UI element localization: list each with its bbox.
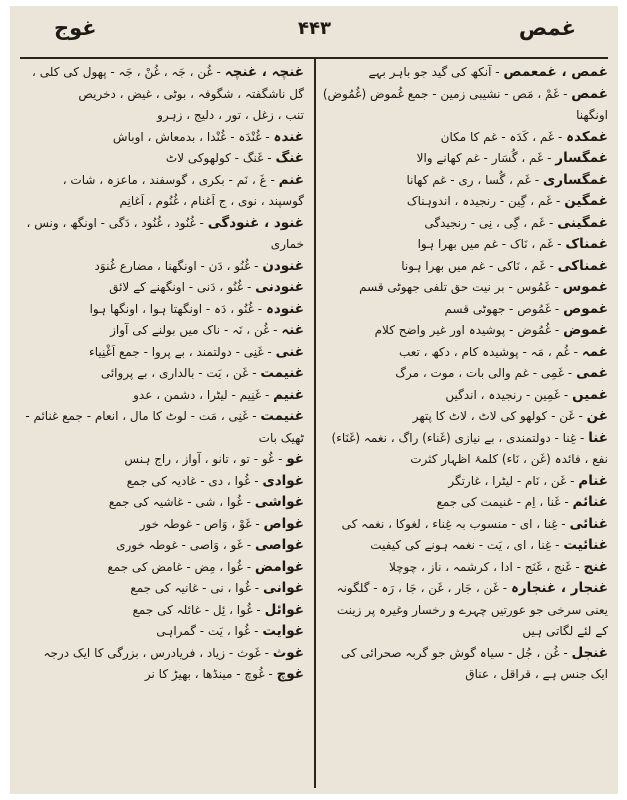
entry-headword: غوث [272, 644, 304, 661]
entry-headword: غواشی [254, 494, 304, 510]
right-column [320, 62, 610, 786]
entry-definition: - غِنا ، ای ، یَت - نغمہ ہونے کی کیفیت [370, 538, 560, 552]
entry-headword: غمہ [581, 343, 608, 360]
dictionary-entry [22, 299, 306, 321]
dictionary-entry [320, 320, 610, 342]
dictionary-entry [320, 148, 610, 170]
entry-definition: - غُنُو ، دَن - اونگھنا ، مضارع غُنوَد [94, 258, 259, 273]
entry-headword: غوامض [254, 558, 304, 575]
entry-definition: - غَنا ، اِم - غنیمت کی جمع [436, 495, 569, 509]
entry-definition: - غُوا ، شی - غاشیہ کی جمع [108, 495, 251, 509]
entry-definition: - غَمُوص - جھوٹی قسم [444, 301, 560, 316]
dictionary-entry [320, 234, 610, 256]
entry-headword: غندہ [273, 128, 304, 145]
entry-definition: - غَوث - زیاد ، فریادرس ، بزرگی کا ایک درجہ [43, 645, 269, 660]
entry-definition: - غُن ، جُل - سیاہ گوش جو گربہ صحرائی کی ایک جنس ہے ، قراقل ، عناق [340, 645, 608, 681]
entry-definition: - غُوا ، یَت - گمراہی [156, 624, 259, 638]
entry-definition: - غَنگ - کولھوکی لاٹ [165, 151, 272, 165]
entry-headword: غنچہ ، غنچہ [224, 64, 304, 80]
entry-definition: - غُنُو ، دَنی - اونگھنے کے لائق [109, 280, 252, 294]
entry-definition: - غُمُوض - پوشیدہ اور غیر واضح کلام [374, 323, 560, 337]
entry-definition: - غَم ، گُسَار - غم کھانے والا [416, 151, 552, 165]
entry-definition: - غَمْ ، مَص - نشیبی زمین - جمع غُموض (غُمُوض) اونگھنا [322, 86, 608, 122]
entry-headword: غمی [576, 365, 608, 381]
entry-headword: غنیمت [260, 408, 304, 424]
entry-headword: غوائل [264, 601, 304, 618]
dictionary-entry [320, 277, 610, 299]
entry-headword: غمیں [572, 386, 608, 403]
entry-definition: - غَن - کولھو کی لاٹ ، لاٹ کا پتھر [412, 409, 583, 423]
entry-headword: غنود ، غنودگی [207, 214, 304, 231]
entry-headword: غنام [578, 472, 608, 489]
entry-headword: غوچ [276, 666, 304, 682]
entry-definition: - غَم ، گِی ، نِی - رنجیدگی [424, 215, 554, 230]
dictionary-entry [22, 406, 306, 449]
entry-headword: غمناک [565, 236, 608, 252]
entry-definition: - غَوْ ، وَاص - غوطہ خور [139, 516, 260, 531]
entry-headword: غمگینی [557, 214, 608, 231]
dictionary-entry [320, 84, 610, 127]
entry-definition: - غَ ، نَم - بکری ، گوسفند ، ماعزہ ، شات ، گوسپند ، نوی ، ج اَغنام ، غُنُوم ، اَغانِم [62, 172, 304, 208]
dictionary-entry [320, 428, 610, 471]
dictionary-entry [22, 148, 306, 170]
dictionary-entry [320, 213, 610, 235]
dictionary-entry [22, 62, 306, 105]
entry-definition: - غُن ، نَہ - ناک میں بولنے کی آواز [110, 323, 278, 337]
entry-headword: غمناکی [557, 257, 608, 274]
entry-definition: - غَن ، جَار ، غَن ، جَا ، رَہ - گلگونہ یعنی سرخی جو عورتیں چہرے و رخسار وغیرہ پر زینت کے لئے لگاتی ہیں [336, 581, 608, 638]
dictionary-entry [320, 557, 610, 579]
entry-headword: غنودنی [255, 279, 304, 295]
entry-headword: غموس [562, 279, 608, 295]
entry-definition: - غَنِی ، مَت - لوٹ کا مال ، انعام - جمع غنائم - ٹھیک بات [25, 409, 304, 445]
entry-definition: - غُوچ - مینڈھا ، بھیڑ کا نر [144, 667, 273, 681]
header-guide-word-end: غوج [54, 16, 97, 40]
entry-headword: غموض [563, 322, 608, 338]
entry-definition: - غُوا ، مِض - غامض کی جمع [107, 559, 252, 574]
left-column [22, 62, 306, 786]
entry-definition: - غَم ، کَدَہ - غم کا مکان [440, 129, 563, 144]
dictionary-entry [22, 535, 306, 557]
entry-definition: - غَم ، نَاک - غم میں بھرا ہوا [417, 237, 562, 251]
entry-headword: غمص [571, 85, 608, 102]
entry-headword: غنیمت [260, 365, 304, 381]
entry-definition: - غِنا ، ای - منسوب بہ غِناء ، لغوکا ، نغمہ کی [341, 516, 566, 531]
entry-headword: غنائیت [563, 537, 608, 553]
dictionary-entry [22, 471, 306, 493]
header-guide-word-start: غمص [518, 16, 576, 40]
dictionary-entry [320, 406, 610, 428]
dictionary-entry [22, 664, 306, 686]
dictionary-entry [22, 557, 306, 579]
entry-definition: - غَمِی - غم والی بات ، موت ، مرگ [395, 366, 573, 380]
dictionary-entry [320, 535, 610, 557]
dictionary-entry [320, 643, 610, 686]
entry-definition: - غُوا ، نی - غانیہ کی جمع [130, 581, 260, 595]
dictionary-entry [320, 385, 610, 407]
dictionary-entry [22, 492, 306, 514]
dictionary-entry [22, 256, 306, 278]
entry-definition: - غُنُو ، دَہ - اونگھتا ہوا ، اونگھا ہوا [89, 301, 263, 316]
dictionary-entry [320, 514, 610, 536]
entry-headword: غو [286, 451, 304, 467]
entry-definition: - غُوا ، دی - غادیہ کی جمع [126, 473, 259, 488]
dictionary-entry [22, 213, 306, 256]
entry-headword: غنیم [273, 386, 304, 403]
entry-headword: غنائی [569, 515, 608, 532]
page-header [10, 6, 618, 50]
entry-headword: غمکدہ [566, 128, 608, 145]
dictionary-entry [22, 621, 306, 643]
entry-definition: - غُن ، جَہ ، غُنْ ، جَہ - پھول کی کلی ، گل ناشگفتہ ، شگوفہ ، بوٹی ، غیض ، دخریص [32, 65, 304, 101]
dictionary-page [10, 6, 618, 794]
dictionary-entry [320, 170, 610, 192]
entry-definition: - غَنِیم - لیٹرا ، دشمن ، عدو [133, 387, 270, 402]
dictionary-entry [320, 492, 610, 514]
dictionary-entry [320, 363, 610, 385]
entry-definition: تنب ، زغل ، تور ، دلیج ، زہرو [157, 108, 304, 122]
entry-definition: - غِنا - دولتمندی ، بے نیازی (غَناء) راگ ، نغمہ (غَنَاء) نفع ، فائدہ (غَن ، نَاء) کلمۂ اظہار کثرت [331, 430, 608, 466]
entry-headword: غمگساری [542, 171, 608, 188]
entry-headword: غنہ [281, 322, 304, 338]
dictionary-entry [320, 471, 610, 493]
dictionary-entry [22, 578, 306, 600]
dictionary-entry [22, 342, 306, 364]
entry-headword: غواصی [254, 537, 304, 553]
dictionary-entry [320, 578, 610, 643]
entry-definition: - غَن ، یَت - بالداری ، بے پروائی [100, 366, 257, 380]
entry-definition: - غَو ، وَاصی - غوطہ خوری [116, 538, 252, 552]
dictionary-entry [22, 170, 306, 213]
dictionary-entry [22, 127, 306, 149]
dictionary-entry [22, 320, 306, 342]
dictionary-entry [320, 127, 610, 149]
entry-headword: غنگ [275, 150, 304, 166]
entry-definition: - غُو - تو ، تانو ، آواز ، راج ہنس [124, 452, 283, 466]
dictionary-entry [320, 256, 610, 278]
entry-headword: غوانی [262, 580, 304, 596]
dictionary-entry [22, 363, 306, 385]
entry-headword: غموص [563, 300, 608, 317]
dictionary-entry [22, 600, 306, 622]
entry-headword: غمگین [564, 193, 608, 209]
entry-headword: غنم [278, 171, 304, 188]
dictionary-entry [22, 385, 306, 407]
column-divider [314, 58, 316, 788]
entry-definition: - غُوا ، ئِل - غائلہ کی جمع [132, 602, 261, 617]
dictionary-entry [320, 299, 610, 321]
entry-definition: - غَم ، گُسا ، ری - غم کھانا [406, 172, 540, 187]
entry-headword: غنائم [572, 494, 608, 510]
entry-headword: غنجار ، غنجارہ [510, 580, 608, 596]
dictionary-entry [22, 643, 306, 665]
entry-headword: غنجل [571, 644, 608, 661]
entry-definition: - غَمُوس - بر نیت حق تلفی جھوٹی قسم [359, 280, 559, 294]
entry-definition: - غَنج ، غَنَج - ادا ، کرشمہ ، ناز ، چوچلا [388, 559, 580, 574]
entry-definition: - غُنُود ، غُنُود ، دَگی - اونگھ ، ونس ، خماری [26, 215, 304, 251]
dictionary-entry [22, 514, 306, 536]
dictionary-entry [22, 449, 306, 471]
dictionary-entry [320, 342, 610, 364]
entry-headword: غوایت [262, 623, 304, 639]
dictionary-entry [22, 105, 306, 127]
entry-headword: غنا [588, 429, 608, 446]
dictionary-entry [22, 277, 306, 299]
entry-headword: غمگسار [555, 150, 608, 166]
entry-definition: - غَن ، نَام - لیٹرا ، غارتگر [448, 473, 575, 488]
dictionary-entry [320, 62, 610, 84]
entry-headword: غنی [275, 343, 304, 360]
entry-headword: غن [586, 408, 608, 424]
entry-definition: - غَم ، گِین - رنجیدہ ، اندوہناک [406, 194, 561, 208]
entry-definition: - غَنِی - دولتمند ، بے پروا - جمع اَغْنِیاء [89, 344, 272, 359]
entry-definition: - غَمِین - رنجیدہ ، اندگیں [445, 387, 569, 402]
entry-headword: غمص ، غمعمص [503, 64, 608, 80]
page-number: ۴۴۳ [298, 18, 331, 39]
entry-headword: غوادی [262, 472, 304, 489]
entry-headword: غواص [263, 515, 304, 532]
entry-definition: - غُم ، مَہ - پوشیدہ کام ، دکھ ، تعب [398, 344, 578, 359]
entry-definition: - غَم ، نَاکی - غم میں بھرا ہونا [401, 258, 554, 273]
entry-definition: - غُنْدَہ - غُنْدا ، بدمعاش ، اوباش [112, 129, 270, 144]
entry-headword: غنودن [262, 257, 304, 274]
entry-headword: غنودہ [265, 300, 304, 317]
entry-headword: غنج [583, 558, 608, 575]
dictionary-entry [320, 191, 610, 213]
entry-definition: - آنکھ کی گید جو باہر بہے [368, 65, 500, 79]
